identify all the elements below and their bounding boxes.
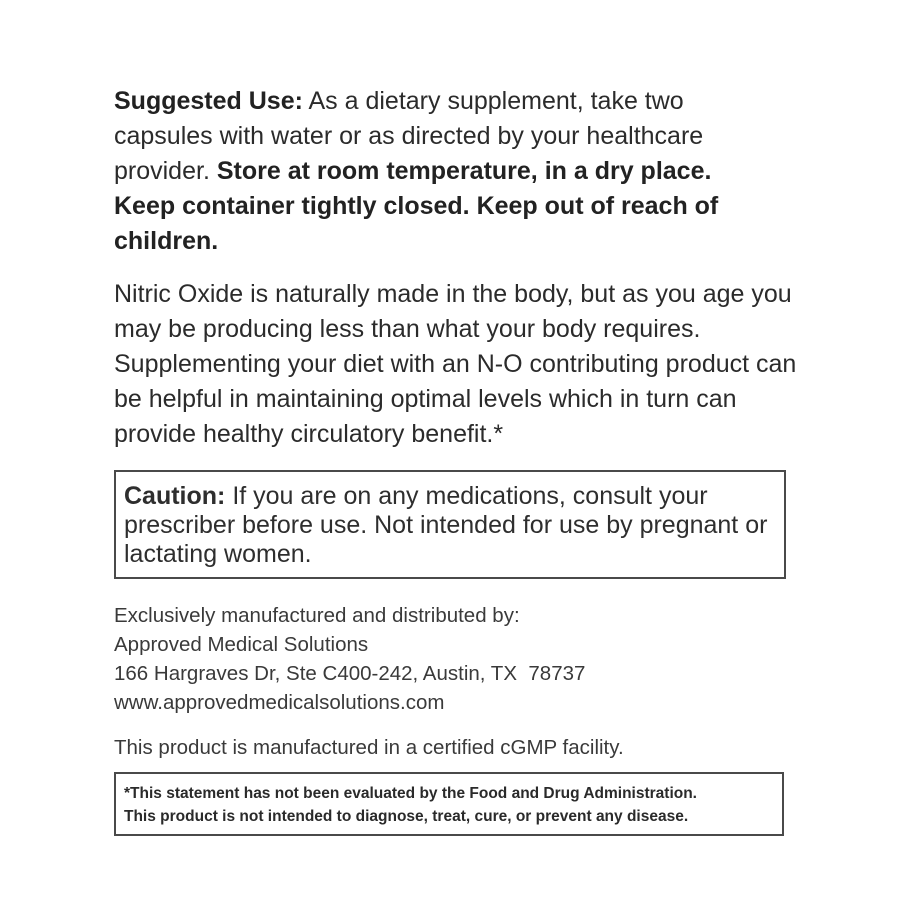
storage-instructions: Store at room temperature, in a dry place. Keep container tightly closed. Keep out of reach of children. <box>114 157 719 255</box>
caution-text: If you are on any medications, consult your prescriber before use. Not intended for use by pregnant or lactating women. <box>124 482 768 568</box>
fda-disclaimer-line-2: This product is not intended to diagnose, treat, cure, or prevent any disease. <box>124 808 689 825</box>
manufacturer-address: 166 Hargraves Dr, Ste C400-242, Austin, TX 78737 <box>114 662 586 685</box>
caution-heading: Caution: <box>124 482 226 510</box>
caution-box <box>114 470 786 579</box>
manufacturer-intro: Exclusively manufactured and distributed by: <box>114 604 520 627</box>
manufacturer-info <box>114 601 814 717</box>
manufacturer-name: Approved Medical Solutions <box>114 633 369 656</box>
fda-disclaimer-box <box>114 772 784 836</box>
supplement-label-panel <box>114 84 814 836</box>
suggested-use-paragraph <box>114 84 774 259</box>
nitric-oxide-paragraph: Nitric Oxide is naturally made in the body, but as you age you may be producing less than what your body requires. Supplementing your diet with an N-O contributing product can be helpful in maintaining optimal levels which in turn can provide healthy circulatory benefit.* <box>114 280 797 448</box>
suggested-use-text: As a dietary supplement, take two capsules with water or as directed by your healthcare provider. <box>114 87 704 185</box>
suggested-use-heading: Suggested Use: <box>114 87 303 115</box>
fda-disclaimer-line-1: *This statement has not been evaluated by the Food and Drug Administration. <box>124 785 697 802</box>
manufacturer-website: www.approvedmedicalsolutions.com <box>114 691 445 714</box>
cgmp-statement: This product is manufactured in a certified cGMP facility. <box>114 736 624 759</box>
